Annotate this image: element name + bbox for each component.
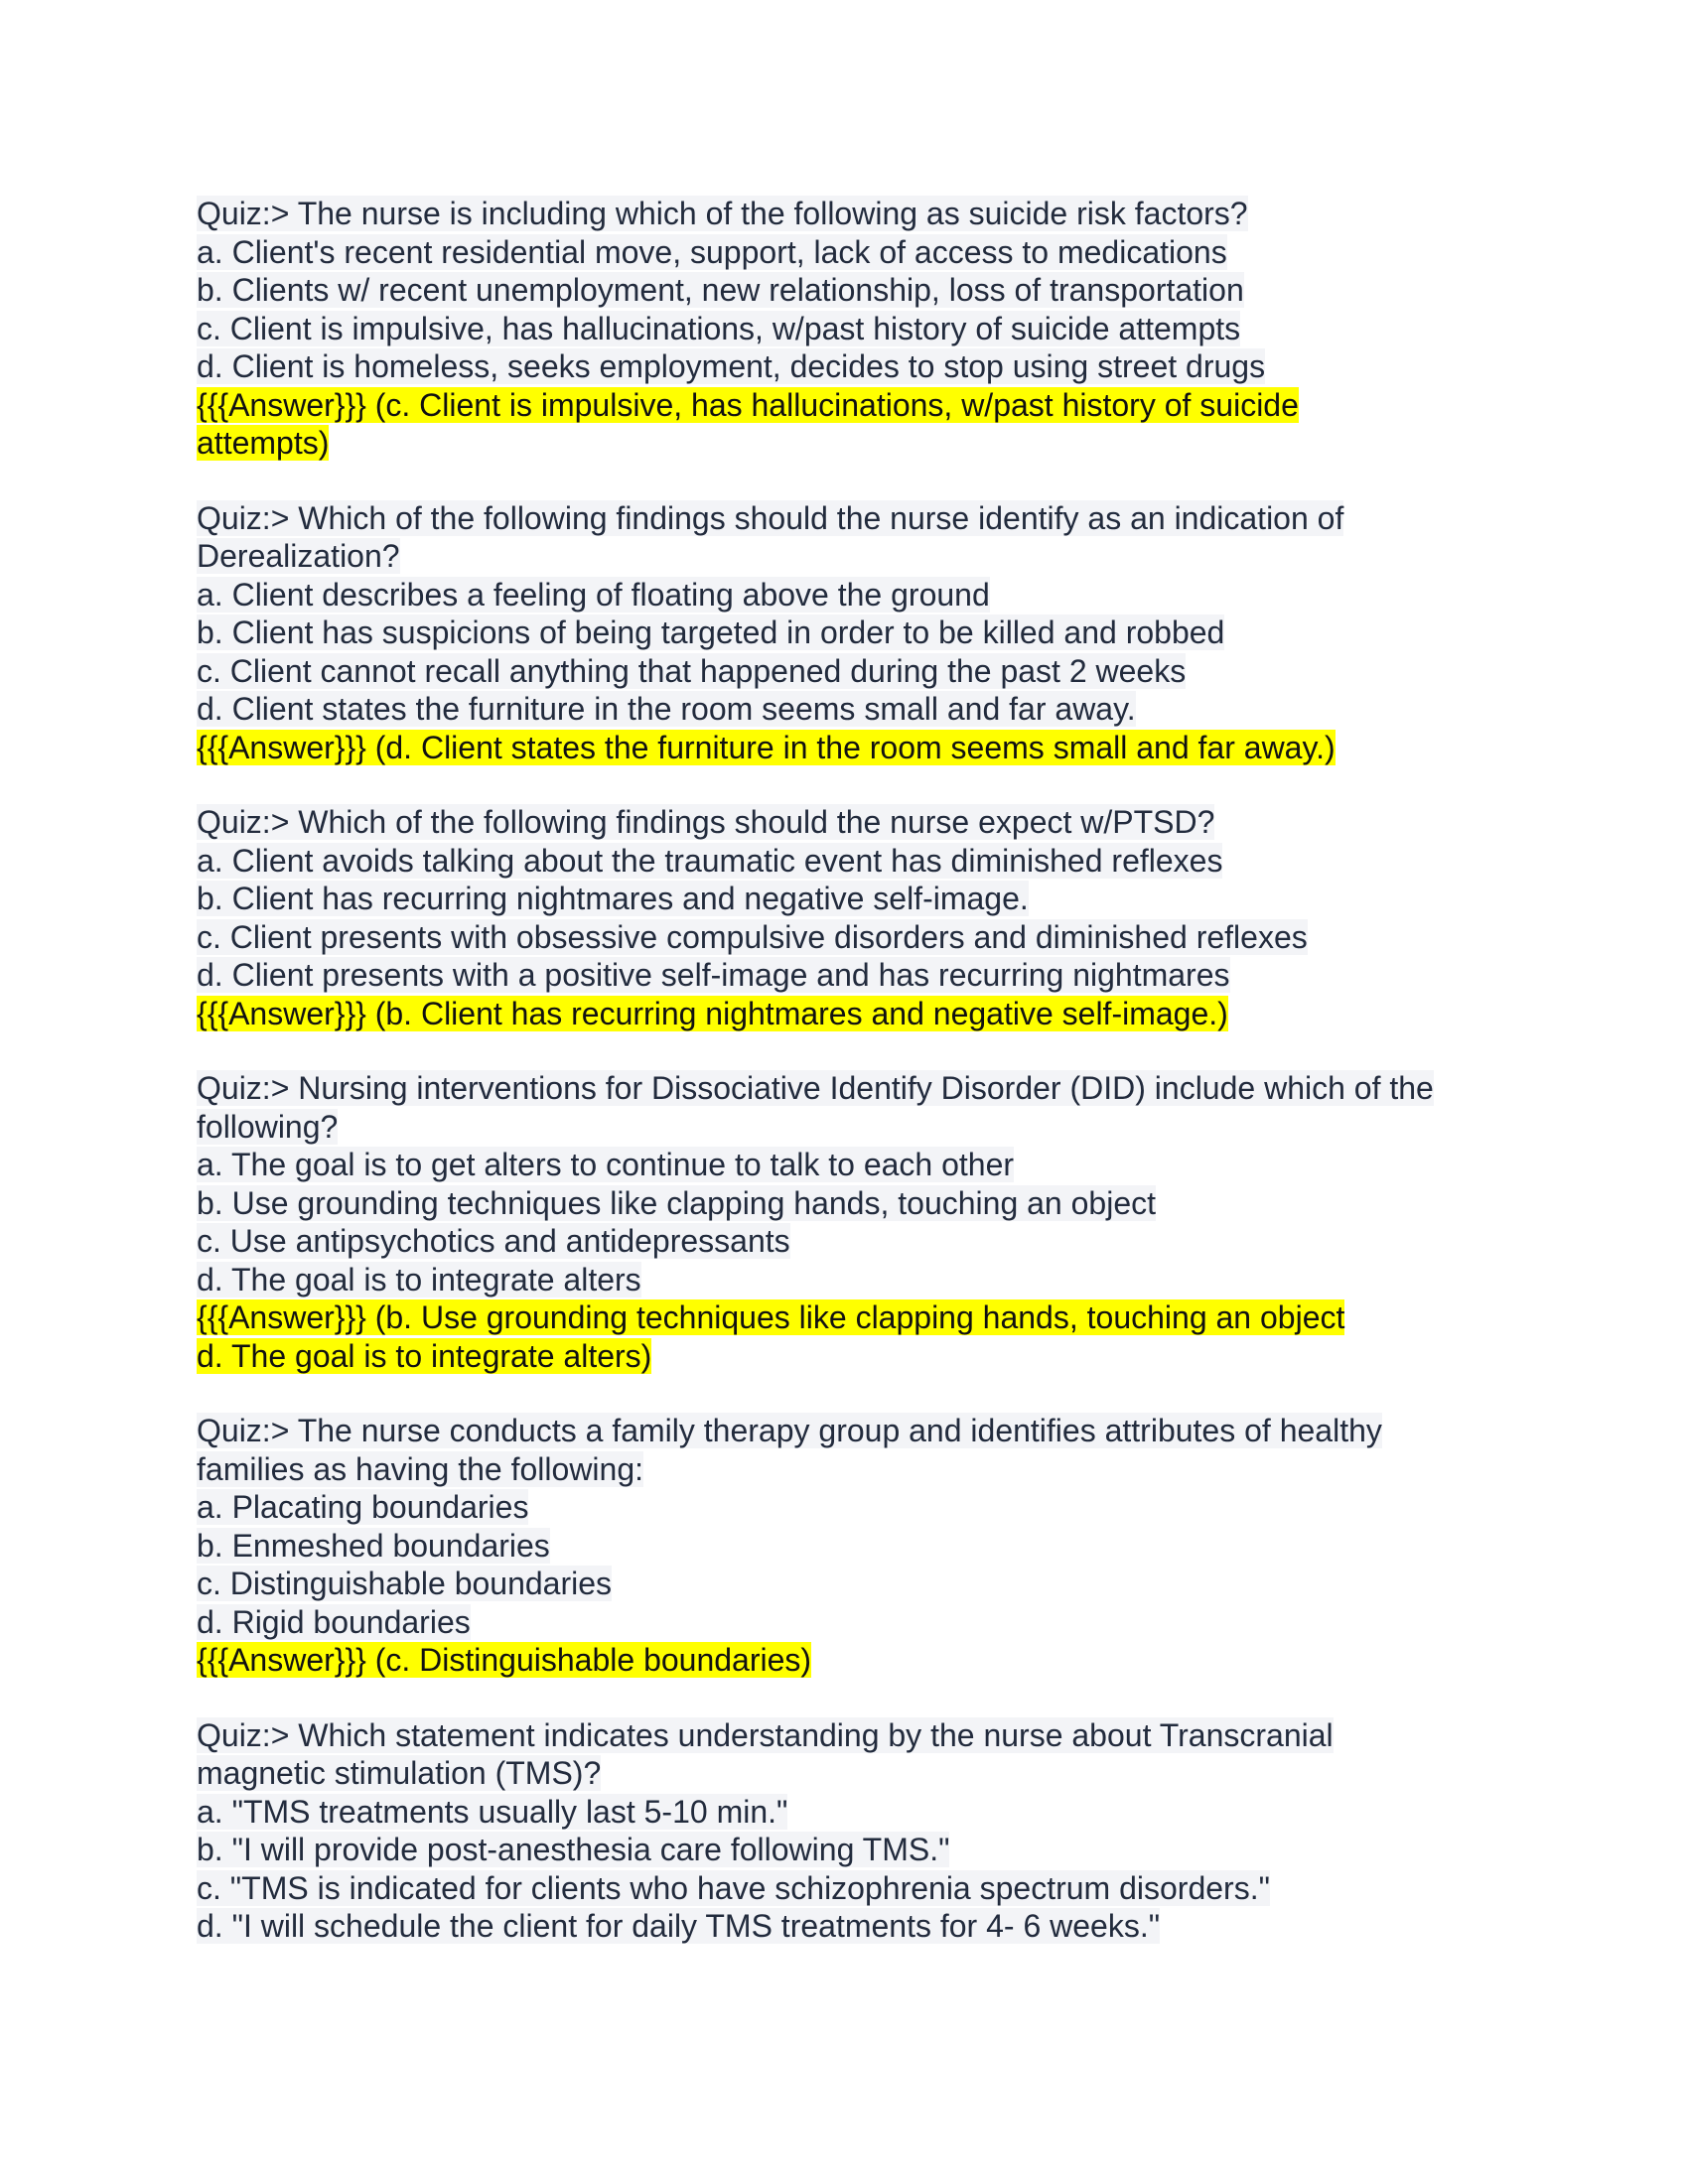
quiz-block	[197, 1069, 1527, 1375]
option-a: a. Client describes a feeling of floating above the ground	[197, 576, 990, 613]
option-c: c. Distinguishable boundaries	[197, 1566, 613, 1601]
answer-line: attempts)	[197, 425, 330, 461]
option-a: a. Client's recent residential move, support, lack of access to medications	[197, 233, 1227, 270]
option-a: a. Client avoids talking about the traumatic event has diminished reflexes	[197, 842, 1223, 879]
question-line: Quiz:> Which of the following findings should the nurse identify as an indication of	[197, 499, 1344, 536]
question-line: Quiz:> Which of the following findings should the nurse expect w/PTSD?	[197, 804, 1215, 840]
question-line: Quiz:> Which statement indicates understanding by the nurse about Transcranial	[197, 1716, 1334, 1753]
option-c: c. "TMS is indicated for clients who have schizophrenia spectrum disorders."	[197, 1869, 1270, 1906]
option-a: a. "TMS treatments usually last 5-10 min."	[197, 1793, 788, 1830]
quiz-block	[197, 803, 1527, 1032]
option-b: b. Enmeshed boundaries	[197, 1527, 550, 1564]
option-c: c. Use antipsychotics and antidepressants	[197, 1223, 790, 1259]
option-b: b. Use grounding techniques like clapping hands, touching an object	[197, 1184, 1156, 1221]
quiz-content	[197, 195, 1527, 1982]
option-d: d. The goal is to integrate alters	[197, 1261, 641, 1297]
question-line: families as having the following:	[197, 1450, 644, 1487]
option-c: c. Client is impulsive, has hallucinations, w/past history of suicide attempts	[197, 310, 1241, 346]
answer-line: d. The goal is to integrate alters)	[197, 1337, 652, 1374]
option-d: d. "I will schedule the client for daily TMS treatments for 4- 6 weeks."	[197, 1908, 1161, 1944]
option-b: b. Clients w/ recent unemployment, new relationship, loss of transportation	[197, 272, 1244, 308]
option-d: d. Client presents with a positive self-image and has recurring nightmares	[197, 957, 1230, 993]
answer-line: {{{Answer}}} (d. Client states the furniture in the room seems small and far away.)	[197, 729, 1336, 765]
option-b: b. Client has suspicions of being targeted in order to be killed and robbed	[197, 614, 1225, 650]
quiz-block	[197, 499, 1527, 767]
question-line: Quiz:> Nursing interventions for Dissociative Identify Disorder (DID) include which of the	[197, 1070, 1434, 1106]
answer-line: {{{Answer}}} (b. Use grounding techniques like clapping hands, touching an object	[197, 1299, 1345, 1335]
option-d: d. Rigid boundaries	[197, 1603, 471, 1640]
option-b: b. Client has recurring nightmares and negative self-image.	[197, 881, 1029, 916]
option-a: a. Placating boundaries	[197, 1489, 529, 1525]
quiz-block	[197, 195, 1527, 463]
answer-line: {{{Answer}}} (c. Distinguishable boundaries)	[197, 1642, 812, 1678]
option-d: d. Client states the furniture in the room seems small and far away.	[197, 691, 1136, 727]
option-d: d. Client is homeless, seeks employment, decides to stop using street drugs	[197, 348, 1266, 384]
option-c: c. Client presents with obsessive compulsive disorders and diminished reflexes	[197, 918, 1308, 955]
option-c: c. Client cannot recall anything that happened during the past 2 weeks	[197, 652, 1187, 689]
question-line: magnetic stimulation (TMS)?	[197, 1755, 602, 1791]
question-line: Quiz:> The nurse conducts a family therapy group and identifies attributes of healthy	[197, 1413, 1382, 1448]
question-line: Quiz:> The nurse is including which of the following as suicide risk factors?	[197, 196, 1248, 231]
answer-line: {{{Answer}}} (c. Client is impulsive, has hallucinations, w/past history of suicide	[197, 386, 1299, 423]
option-b: b. "I will provide post-anesthesia care following TMS."	[197, 1832, 950, 1867]
option-a: a. The goal is to get alters to continue to talk to each other	[197, 1147, 1015, 1182]
question-line: Derealization?	[197, 538, 400, 574]
quiz-block	[197, 1716, 1527, 1946]
question-line: following?	[197, 1108, 339, 1145]
quiz-block	[197, 1412, 1527, 1680]
answer-line: {{{Answer}}} (b. Client has recurring nightmares and negative self-image.)	[197, 995, 1228, 1031]
